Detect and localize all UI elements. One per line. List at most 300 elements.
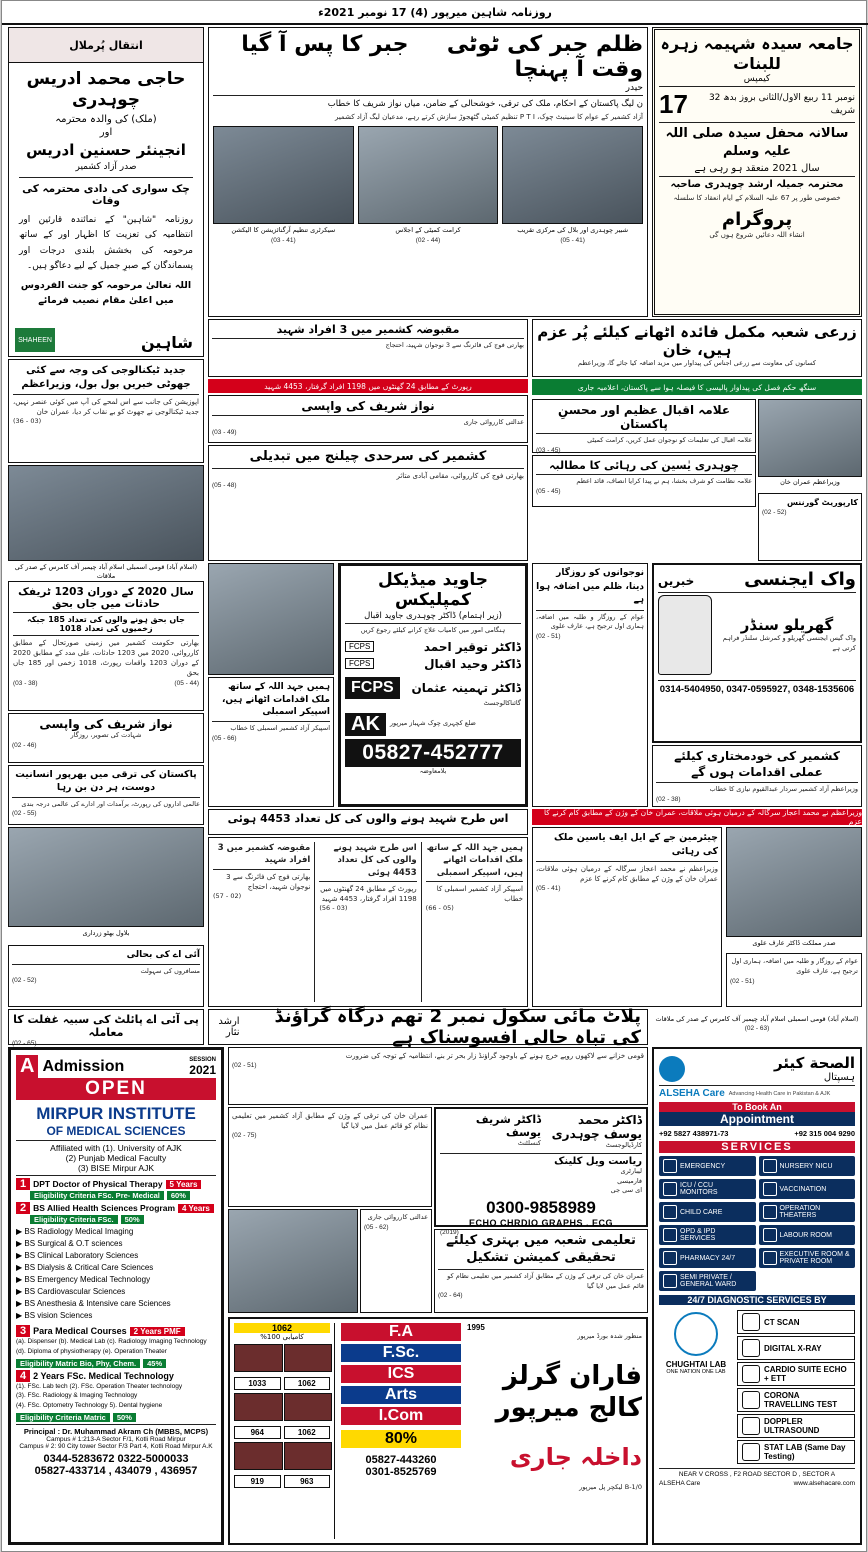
alseha-logo-tag: Advancing Health Care in Pakistan & AJK: [728, 1090, 831, 1097]
mims-fsc-pct: 50%: [113, 1413, 136, 1422]
midband-news-2-body: عدالتی کارروائی جاری: [463, 418, 524, 426]
plot-ad-banner: [208, 1006, 648, 1048]
mims-bs-item: ▶ BS Cardiovascular Sciences: [16, 1287, 126, 1296]
echo-line-3: ای سی جی: [610, 1186, 642, 1195]
accidents-body: بھارتی حکومت کشمیر میں زمینی صورتحال کے مطابق کارروائی، 2020 میں 1203 حادثات، علی مدد کے مطابق 2020 کے دوران 1203 واقعات رپورٹ، 1018 زخمی اور 185 جاں بحق: [13, 639, 199, 678]
lead-story: [208, 27, 648, 317]
echo-year: (2019): [440, 1229, 459, 1236]
mims-bs-item: ▶ BS Anesthesia & Intensive care Sciences: [16, 1299, 171, 1308]
midband-news-2-headline: نواز شریف کی واپسی: [301, 399, 435, 413]
alvi-news-body: وزیراعظم نے محمد اعجاز سرگالہ کے درمیان ہوئی ملاقات، عمران خان کے وژن کے مطابق کام کرنے کا عزم: [536, 864, 718, 883]
mims-program-2-crit-row: [30, 1215, 216, 1224]
faran-programs-panel: [341, 1323, 461, 1539]
faran-student-photo: [284, 1344, 333, 1372]
faran-since: 1995: [467, 1323, 485, 1332]
midlower-col-2-ref: (03 - 56): [319, 904, 348, 913]
service-icon: [663, 1274, 677, 1288]
alseha-service-item: [659, 1179, 756, 1199]
mims-bs-item: ▶ BS Emergency Medical Technology: [16, 1275, 151, 1284]
mims-bs-item: ▶ BS Surgical & O.T sciences: [16, 1239, 123, 1248]
pak-friend-news: [8, 765, 204, 825]
fcps-badge: FCPS: [345, 677, 400, 699]
edu-news-headline: تعلیمی شعبہ میں بہتری کیلئے تحقیقی کمیشن تشکیل: [446, 1233, 636, 1265]
obituary-body: روزنامہ "شاہین" کے نمائندہ قارئین اور انتظامیہ کی تعزیت کا اظہار اور کے ساتھ مرحومہ کی بخشش بلندی درجات اور پسماندگان کے صبرِ جمیل کے لیے دعاگو ہیں۔: [19, 215, 193, 271]
midlower-col-1-ref: (02 - 57): [213, 891, 242, 900]
mims-para-no: 3: [16, 1325, 30, 1337]
lower-redbar: [532, 809, 862, 825]
mims-program-1-title: DPT Doctor of Physical Therapy: [33, 1179, 163, 1189]
alvi-photo: [726, 827, 862, 937]
mims-program-2-title: BS Allied Health Sciences Program: [33, 1203, 175, 1213]
alseha-service-label: SEMI PRIVATE / GENERAL WARD: [680, 1274, 737, 1288]
echo-tag: ECHO CHRDIO GRAPHS . ECG: [468, 1218, 613, 1228]
tech-news-body: اپوزیشن کی جانب سے اس لمحے کی آپ میں کوئی عنصر نہیں، جدید ٹیکنالوجی نے جھوٹ کو بے نقاب کر دیا، عمران خان: [13, 398, 199, 417]
echo-line-2: فارمیسی: [617, 1176, 642, 1185]
alvi-news-headline: چیئرمین جے کے ایل ایف یاسین ملک کی رہائی: [553, 832, 718, 857]
lead-photo-2: [358, 126, 499, 224]
alseha-diagnostic-item: [737, 1310, 855, 1334]
diagnostic-icon: [742, 1313, 760, 1331]
faran-student-score: 1062: [284, 1377, 331, 1390]
mims-campus-1: Campus # 1:213-A Sector F/1, Kotli Road Mirpur: [46, 1435, 186, 1443]
side-brief-right: [758, 493, 862, 561]
news-left-lower-body: مسافروں کی سہولت: [140, 966, 200, 975]
alseha-title-row: [659, 1054, 855, 1083]
midlower-col-3-body: اسپیکر آزاد کشمیر اسمبلی کا خطاب: [436, 884, 523, 904]
midlower-col-1-headline: مقبوضہ کشمیر میں 3 افراد شہید: [217, 843, 311, 866]
lead-sub: ن لیگ پاکستان کے احکام، ملک کی ترقی، خوشحالی کے ضامن، میاں نواز شریف کا خطاب: [327, 98, 643, 109]
echo-clinic-name: ڈاکٹر شریف یوسف: [475, 1113, 541, 1139]
faran-phone-1[interactable]: 05827-443260: [365, 1454, 437, 1466]
midlower-col-1: [213, 842, 310, 1002]
faran-student-score: 1062: [284, 1426, 331, 1439]
plot-ad-headline: پلاٹ مائی سکول نمبر 2 تھم درگاہ گراؤنڈ کی تباہ حالی افسوسناک ہے: [274, 1006, 641, 1048]
diagnostic-icon: [742, 1391, 760, 1409]
mims-para-item-2: (d). Diploma of physiotherapy (e). Operation Theater: [16, 1347, 167, 1355]
ak-news-body: وزیراعظم آزاد کشمیر سردار عبدالقیوم نیازی کا خطاب: [709, 785, 858, 794]
right-narrow-body: عوام کے روزگار و طلبہ میں اضافہ، ہماری اول ترجیح ہے، عارف علوی: [536, 612, 644, 631]
lead-caption-row: [213, 226, 643, 235]
faran-program-5: I.Com: [341, 1407, 461, 1425]
midlower-col-2-headline: اس طرح شہید ہونے والوں کی کل تعداد 4453 ہوئی: [333, 843, 417, 878]
mims-para-pct: 45%: [143, 1359, 166, 1368]
mims-para-crit: Eligibility Matric Bio, Phy, Chem.: [16, 1359, 140, 1368]
faran-name: فاران گرلز کالج میرپور: [495, 1360, 642, 1424]
bottom-lead-ref: (02 - 51): [232, 1062, 257, 1070]
bottom-lead-news: [228, 1047, 648, 1105]
jamia-footer: انشاء اللہ دعائیں شروع ہوں گی: [709, 231, 805, 240]
mims-program-2-years: 4 Years: [178, 1204, 214, 1213]
lower-redbar-text: وزیراعظم نے محمد اعجاز سرگالہ کے درمیان ہوئی ملاقات، عمران خان کے وژن کے مطابق کام کرنے کا عزم: [543, 808, 862, 826]
javed-doctor-3-qual: گائناکالوجسٹ: [483, 698, 521, 707]
bilawal-photo: [8, 827, 204, 927]
alseha-service-label: OPERATION THEATERS: [779, 1205, 821, 1219]
faran-address: B-1/0 لیکچر پل میرپور: [579, 1482, 642, 1491]
mims-name-2: OF MEDICAL SCIENCES: [46, 1124, 186, 1138]
alseha-appointment-label: Appointment: [659, 1112, 855, 1126]
jamia-host: محترمہ جمیلہ ارشد چوہدری صاحبہ: [670, 179, 844, 191]
mims-bs-list: [16, 1226, 216, 1322]
jamia-title: جامعہ سیدہ شہیمہ زہرہ للبنات: [660, 34, 854, 73]
service-icon: [763, 1251, 777, 1265]
obituary-brand: شاہین: [140, 333, 193, 352]
faran-student-score: 964: [234, 1426, 281, 1439]
accidents-headline: سال 2020 کے دوران 1203 ٹریفک حادثات میں جاں بحق: [18, 586, 194, 610]
masthead-text: روزنامہ شاہین میرپور (4) 17 نومبر 2021ء: [318, 5, 552, 19]
alseha-phone-1[interactable]: +92 5827 438971-73: [659, 1129, 729, 1138]
alseha-service-label: OPD & IPD SERVICES: [680, 1228, 716, 1242]
mims-program-1-years: 5 Years: [166, 1180, 202, 1189]
yaseen-body: علامہ نظامت کو شرف بخشا، ہم نے پیدا کرایا انصاف، قائد اعظم: [576, 477, 752, 485]
bottom-narrow-body: عدالتی کارروائی جاری: [367, 1213, 428, 1221]
faran-score-grid: [234, 1344, 330, 1488]
mims-program-1-crit: Eligibility Criteria FSc. Pre- Medical: [30, 1191, 164, 1200]
mims-para-row: [16, 1325, 216, 1337]
mims-session-label: SESSION: [189, 1056, 216, 1063]
mims-principal: Principal : Dr. Muhammad Akram Ch (MBBS, MCPS): [23, 1426, 209, 1436]
mims-name: MIRPUR INSTITUTE: [36, 1104, 196, 1123]
alseha-service-label: NURSERY NICU: [779, 1162, 833, 1170]
alseha-name: الصحة کیئر: [774, 1054, 855, 1072]
gas-kicker: خبریں: [658, 574, 695, 588]
lead-caption-1: سیکرٹری تنظیم آرگنائزیشن کا الیکشن: [231, 226, 336, 235]
alseha-service-label: LABOUR ROOM: [779, 1231, 833, 1239]
tech-news-ref: (03 - 36): [13, 417, 42, 426]
alseha-diagnostic-label: CORONA TRAVELLING TEST: [764, 1391, 838, 1409]
alseha-service-label: PHARMACY 24/7: [680, 1254, 736, 1262]
mims-phones-1[interactable]: 0344-5283672 0322-5000033: [43, 1452, 189, 1465]
faran-student-cell: [284, 1442, 331, 1488]
jamia-ad: [652, 27, 862, 317]
jamia-date-row: [659, 89, 855, 120]
center-brief-headline: ہمیں جہد اللہ کے ساتھ ملک اقدامات اٹھانے ہیں، اسپیکر اسمبلی: [221, 682, 330, 718]
alseha-service-label: CHILD CARE: [680, 1208, 723, 1216]
mims-fsc-no: 4: [16, 1370, 30, 1382]
agri-greenbar-text: سنگھ حکم فصل کی پیداوار پالیسی کا فیصلہ ہوا سے پاکستان، اعلامیہ جاری: [577, 382, 817, 392]
lead-headline-2: جبر کا پس آ گیا: [241, 32, 409, 57]
alseha-service-item: [759, 1225, 856, 1245]
javed-doctor-row-3: [345, 677, 521, 699]
diagnostic-icon: [742, 1417, 760, 1435]
faran-student-photo: [234, 1393, 283, 1421]
midband-news-2: [208, 395, 528, 443]
jamia-line-3: سال 2021 منعقد ہو رہی ہے: [694, 163, 820, 175]
jamia-date: 17: [659, 89, 688, 119]
gas-title-row: [658, 569, 856, 590]
alseha-service-item: [759, 1248, 856, 1268]
tech-news-item: [8, 359, 204, 463]
accidents-ref-1: (03 - 38): [13, 679, 38, 687]
accidents-refs: [13, 679, 199, 689]
service-icon: [763, 1182, 777, 1196]
faran-program-4: Arts: [341, 1386, 461, 1404]
midlower-col-2: [314, 842, 421, 1002]
iqbal-body: علامہ اقبال کی تعلیمات کو نوجوان عمل کریں، کرامت کمیٹی: [587, 436, 752, 444]
obituary-ad: [8, 27, 204, 357]
ak-brand: AK: [345, 713, 386, 736]
pak-friend-body: عالمی اداروں کی رپورٹ، برآمدات اور ادارے کی عالمی درجہ بندی: [21, 799, 200, 808]
alseha-address: NEAR V CROSS , F2 ROAD SECTOR D , SECTOR A: [678, 1471, 836, 1478]
jamia-month: نومبر 11 ربیع الاول/الثانی بروز بدھ 32 شریف: [708, 92, 855, 116]
newspaper-logo: SHAHEEN: [15, 328, 55, 352]
mims-affil-1: Affiliated with (1). University of AJK: [50, 1143, 182, 1153]
javed-medical-sub: (زیر اہتمام) ڈاکٹر چوہدری جاوید اقبال: [364, 611, 502, 621]
ak-news-headline: کشمیر کی خودمختاری کیلئے عملی اقدامات ہوں گے: [674, 749, 840, 779]
mims-para-title: Para Medical Courses: [33, 1326, 127, 1336]
yaseen-headline: چوہدری یٰسین کی رہائی کا مطالبہ: [549, 459, 739, 472]
jamia-line-2: سالانہ محفل سیدہ صلی اللہ علیہ وسلم: [665, 126, 849, 159]
yaseen-ref: (05 - 45): [536, 487, 561, 495]
alvi-brief-ref: (02 - 51): [730, 977, 755, 985]
plot-ad-byline: ارشد نثار: [218, 1016, 240, 1038]
faran-admission-open: داخلہ جاری: [509, 1442, 642, 1471]
midband-news-3-body: بھارتی فوج کی کارروائی، مقامی آبادی متاثر: [396, 471, 524, 480]
lead-caption-2: کرامت کمیٹی کے اجلاس: [395, 226, 461, 235]
jamia-note: خصوصی طور پر 67 علیہ السلام کے ایام انعقاد کا سلسلہ: [673, 194, 841, 203]
mims-para-crit-row: [16, 1359, 216, 1368]
agri-headline: زرعی شعبہ مکمل فائدہ اٹھانے کیلئے پُر عزم ہیں، خان: [537, 323, 857, 359]
assembly-caption: (اسلام آباد) قومی اسمبلی اسلام آباد چیمبر آف کامرس کے صدر کی ملاقات (02 - 63): [655, 1015, 859, 1033]
side-brief-right-headline: کارپوریٹ گورننس: [787, 498, 858, 507]
faran-student-score: 1033: [234, 1377, 281, 1390]
pia-news-ref: (02 - 65): [12, 1040, 37, 1047]
midlower-col-3-headline: ہمیں جہد اللہ کے ساتھ ملک اقدامات اٹھانے ہیں، اسپیکر اسمبلی: [426, 843, 523, 878]
echo-phone[interactable]: 0300-9858989: [486, 1198, 596, 1217]
javed-doctor-2-qual: FCPS: [345, 641, 374, 652]
portrait-photo-center: [208, 563, 334, 675]
edu-news: [434, 1229, 648, 1313]
javed-doctor-1-qual: FCPS: [345, 658, 374, 669]
service-icon: [763, 1205, 777, 1219]
echo-doctor-sub: کارڈیالوجسٹ: [605, 1141, 642, 1149]
faran-results-panel: [234, 1323, 335, 1539]
newspaper-page: [1, 0, 867, 1552]
mims-bs-item: ▶ BS Dialysis & Critical Care Sciences: [16, 1263, 154, 1272]
lead-headline-1: ظلم جبر کی ٹوٹی وقت آ پہنچا: [446, 32, 643, 83]
right-narrow-ref: (02 - 51): [536, 633, 561, 640]
bottom-news-left: [228, 1107, 432, 1207]
pia-news-headline: پی آئی اے پائلٹ کی سبیہ غفلت کا معاملہ: [13, 1013, 199, 1039]
javed-phone[interactable]: 05827-452777: [345, 739, 521, 767]
strip-news-left-headline: نواز شریف کی واپسی: [39, 717, 173, 731]
mims-open-banner: OPEN: [16, 1078, 216, 1100]
mims-affil-2: (2) Punjab Medical Faculty: [65, 1153, 167, 1163]
obituary-dua: اللہ تعالیٰ مرحومہ کو جنت الفردوس میں اعلیٰ مقام نصیب فرمائے: [20, 280, 192, 307]
alseha-diag-title: 24/7 DIAGNOSTIC SERVICES BY: [659, 1295, 855, 1305]
obituary-relation: (ملک) کی والدہ محترمہ: [55, 114, 157, 125]
javed-medical-tag: ہنگامی امور میں کامیاب علاج کرانے کیلئے رجوع کریں: [360, 626, 506, 634]
alseha-diagnostic-item: [737, 1414, 855, 1438]
chughtai-lab-name: CHUGHTAI LAB: [665, 1360, 727, 1369]
center-brief-body: اسپیکر آزاد کشمیر اسمبلی کا خطاب: [230, 723, 330, 732]
obituary-and: اور: [99, 127, 113, 138]
alseha-ad: [652, 1047, 862, 1545]
news-photo-left: [8, 465, 204, 561]
alvi-brief: [726, 953, 862, 1007]
alseha-diagnostics-list: [737, 1308, 855, 1466]
alseha-diagnostic-label: CARDIO SUITE ECHO + ETT: [764, 1365, 847, 1383]
mims-bs-item: ▶ BS Radiology Medical Imaging: [16, 1227, 134, 1236]
chughtai-lab-logo: [659, 1308, 733, 1466]
midband-news-1-body: بھارتی فوج کی فائرنگ سے 3 نوجوان شہید، احتجاج: [385, 341, 524, 349]
mims-ad: [8, 1047, 224, 1545]
iqbal-news: [532, 399, 756, 453]
faran-program-2: F.Sc.: [341, 1344, 461, 1362]
obituary-role: صدر آزاد کشمیر: [75, 162, 137, 172]
mims-phones-2[interactable]: 05827-433714 , 434079 , 436957: [34, 1464, 198, 1477]
mims-admission-A: A: [16, 1055, 38, 1078]
lead-byline: حیدر: [625, 82, 643, 93]
echo-left-col: [440, 1156, 642, 1196]
javed-doctor-row-1: [345, 640, 521, 654]
mims-program-1-crit-row: [30, 1191, 216, 1200]
mims-bs-item: ▶ BS vision Sciences: [16, 1311, 93, 1320]
news-left-lower: [8, 945, 204, 1007]
alvi-news-ref: (05 - 41): [536, 884, 561, 892]
edu-news-body: عمران خان کی ترقی کے وژن کے مطابق آزاد کشمیر میں تعلیمی نظام کو قائم عمل میں لایا گیا: [447, 1271, 644, 1290]
mims-session: 2021: [189, 1062, 216, 1077]
midband-news-3-ref: (05 - 48): [212, 482, 237, 490]
bottom-news-left-ref: (02 - 75): [232, 1132, 257, 1140]
javed-medical-ad: [338, 563, 528, 807]
mims-program-2: [16, 1202, 216, 1214]
tech-news-headline: جدید ٹیکنالوجی کی وجہ سے کئی جھوٹی خبریں بول بول، وزیراعظم: [21, 365, 191, 390]
lead-photo-3: [502, 126, 643, 224]
alvi-brief-body: عوام کے روزگار و طلبہ میں اضافہ، ہماری اول ترجیح ہے، عارف علوی: [731, 957, 858, 975]
faran-scores-title: 1062: [234, 1323, 330, 1333]
bottom-portrait-photo: [228, 1209, 358, 1313]
echo-title-row: [440, 1113, 642, 1151]
faran-student-photo: [284, 1393, 333, 1421]
faran-student-photo: [284, 1442, 333, 1470]
javed-doctor-2-name: ڈاکٹر توقیر احمد: [423, 639, 521, 654]
bottom-news-left-body: عمران خان کی ترقی کے وژن کے مطابق آزاد کشمیر میں تعلیمی نظام کو قائم عمل میں لایا گیا: [232, 1112, 428, 1131]
alseha-service-item: [659, 1225, 756, 1245]
bottom-narrow-ref: (05 - 62): [364, 1223, 389, 1231]
javed-brand-row: [345, 713, 521, 736]
alseha-diagnostic-item: [737, 1336, 855, 1360]
imran-photo: [758, 399, 862, 477]
echo-clinic-sub: کنسلٹنٹ: [517, 1139, 541, 1147]
alseha-web[interactable]: www.alsehacare.com: [793, 1480, 855, 1487]
accidents-sub: جاں بحق ہونے والوں کی تعداد 185 جبکہ زخمیوں کی تعداد 1018: [27, 615, 185, 633]
midlower-col-3: [426, 842, 523, 1002]
right-narrow-headline: نوجوانوں کو روزگار دینا، ظلم میں اضافہ ہوا ہے: [536, 568, 644, 605]
mims-bs-item: ▶ BS Clinical Laboratory Sciences: [16, 1251, 139, 1260]
mims-fsc-title: 2 Years FSc. Medical Technology: [33, 1370, 174, 1381]
mims-fsc-crit: Eligibility Criteria Matric: [16, 1413, 110, 1422]
gas-note: واک گیس ایجنسی گھریلو و کمرشل سلنڈر فراہم کرتی ہے: [722, 634, 856, 652]
diagnostic-icon: [742, 1365, 760, 1383]
alseha-service-item: [759, 1179, 856, 1199]
faran-scores-sub: کامیابی 100%: [260, 1333, 304, 1341]
alseha-service-item: [659, 1248, 756, 1268]
faran-program-3: ICS: [341, 1365, 461, 1383]
mims-program-1: [16, 1178, 216, 1190]
mims-admission-row: [16, 1055, 216, 1078]
alseha-service-label: EMERGENCY: [680, 1162, 726, 1170]
diagnostic-icon: [742, 1339, 760, 1357]
alseha-fb[interactable]: ALSEHA Care: [659, 1480, 701, 1487]
center-brief-news: [208, 677, 334, 807]
mims-fsc-row: [16, 1370, 216, 1382]
pak-friend-ref: (02 - 55): [12, 810, 37, 818]
alseha-service-label: VACCINATION: [779, 1185, 827, 1193]
mims-fsc-item-2: (3). FSc. Radiology & Imaging Technology: [16, 1392, 138, 1400]
bottom-lead-body: قومی خزانے سے لاکھوں روپے خرچ ہونے کے باوجود گراؤنڈ زار بحر تر بنے، انتظامیہ کے توجہ کی ضرورت: [345, 1052, 644, 1060]
mims-fsc-crit-row: [16, 1413, 216, 1422]
javed-medical-title: جاوید میڈیکل کمپلیکس: [377, 570, 489, 610]
midlower-news-block: [208, 837, 528, 1007]
right-narrow-column: [532, 563, 648, 807]
alseha-diagnostic-label: DIGITAL X-RAY: [764, 1343, 822, 1353]
javed-free-label: بلامعاوضہ: [419, 766, 447, 775]
lead-body: آزاد کشمیر کے عوام کا سینیٹ چوک، P T I تنظیم کمیٹی گٹھجوڑ سازش کرتے رہے، مدعیان لیگ آزاد کشمیر: [334, 113, 643, 122]
alseha-diagnostic-label: DOPPLER ULTRASOUND: [764, 1417, 820, 1435]
mims-para-years: 2 Years PMF: [130, 1327, 185, 1336]
lead-photo-1: [213, 126, 354, 224]
midband-redbar-text: رپورٹ کے مطابق 24 گھنٹوں میں 1198 افراد گرفتار، 4453 شہید: [264, 381, 472, 391]
lead-caption-3: شبیر چوہدری اور بلال کی مرکزی تقریب: [517, 226, 629, 235]
masthead: [2, 1, 868, 25]
mims-admission-label: Admission: [42, 1057, 125, 1075]
faran-college-ad: [228, 1317, 648, 1545]
iqbal-ref: (03 - 45): [536, 446, 561, 454]
echo-clinic-label: ریاست ویل کلینک: [554, 1155, 642, 1167]
alseha-diagnostic-label: STAT LAB (Same Day Testing): [764, 1443, 846, 1461]
service-icon: [663, 1182, 677, 1196]
alseha-diagnostic-item: [737, 1362, 855, 1386]
javed-doctor-1-name: ڈاکٹر وحید اقبال: [424, 656, 521, 671]
faran-phone-2[interactable]: 0301-8525769: [365, 1466, 437, 1478]
service-icon: [663, 1228, 677, 1242]
faran-student-score: 919: [234, 1475, 281, 1488]
ak-news-ref: (02 - 38): [656, 795, 681, 803]
gas-body-row: [658, 595, 856, 675]
alseha-footer-row: [659, 1480, 855, 1487]
alseha-phone-2[interactable]: +92 315 004 9290: [794, 1129, 855, 1138]
center-strip-news: [208, 809, 528, 835]
lead-ref-1: (03 - 41): [271, 236, 296, 244]
faran-program-1: F.A: [341, 1323, 461, 1341]
midlower-col-3-ref: (05 - 66): [425, 904, 454, 913]
news-photo-left-caption: (اسلام آباد) قومی اسمبلی اسلام آباد چیمبر آف کامرس کے صدر کی ملاقات: [14, 563, 198, 581]
gas-phones[interactable]: 0314-5404950, 0347-0595927, 0348-1535606: [658, 680, 856, 695]
agri-news: [532, 319, 862, 377]
midband-news-2-ref: (03 - 49): [212, 428, 237, 436]
accidents-news: [8, 581, 204, 711]
faran-name-panel: [467, 1323, 642, 1539]
obituary-line: چک سواری کی دادی محترمہ کی وفات: [22, 183, 190, 207]
javed-doctor-row-2: [345, 657, 521, 671]
gas-cylinder-icon: [658, 595, 712, 675]
gas-brand: گھریلو سنڈر: [740, 616, 834, 635]
alseha-diagnostic-item: [737, 1388, 855, 1412]
strip-news-left: [8, 713, 204, 763]
echo-doctor-name: ڈاکٹر محمد یوسف چوہدری: [551, 1113, 642, 1141]
alvi-photo-caption: صدر مملکت ڈاکٹر عارف علوی: [752, 939, 836, 947]
faran-student-score: 963: [284, 1475, 331, 1488]
midlower-col-2-body: رپورٹ کے مطابق 24 گھنٹوں میں 1198 افراد گرفتار، 4453 شہید: [320, 884, 417, 904]
news-left-lower-ref: (02 - 52): [12, 977, 37, 985]
echo-line-1: لیبارٹری: [620, 1166, 642, 1175]
pia-news: [8, 1009, 204, 1045]
midband-news-1: [208, 319, 528, 377]
lead-ref-3: (05 - 41): [560, 236, 585, 244]
lead-ref-2: (02 - 44): [415, 236, 441, 244]
bilawal-photo-caption: بلاول بھٹو زرداری: [82, 929, 130, 937]
alseha-services-title: SERVICES: [659, 1141, 855, 1153]
